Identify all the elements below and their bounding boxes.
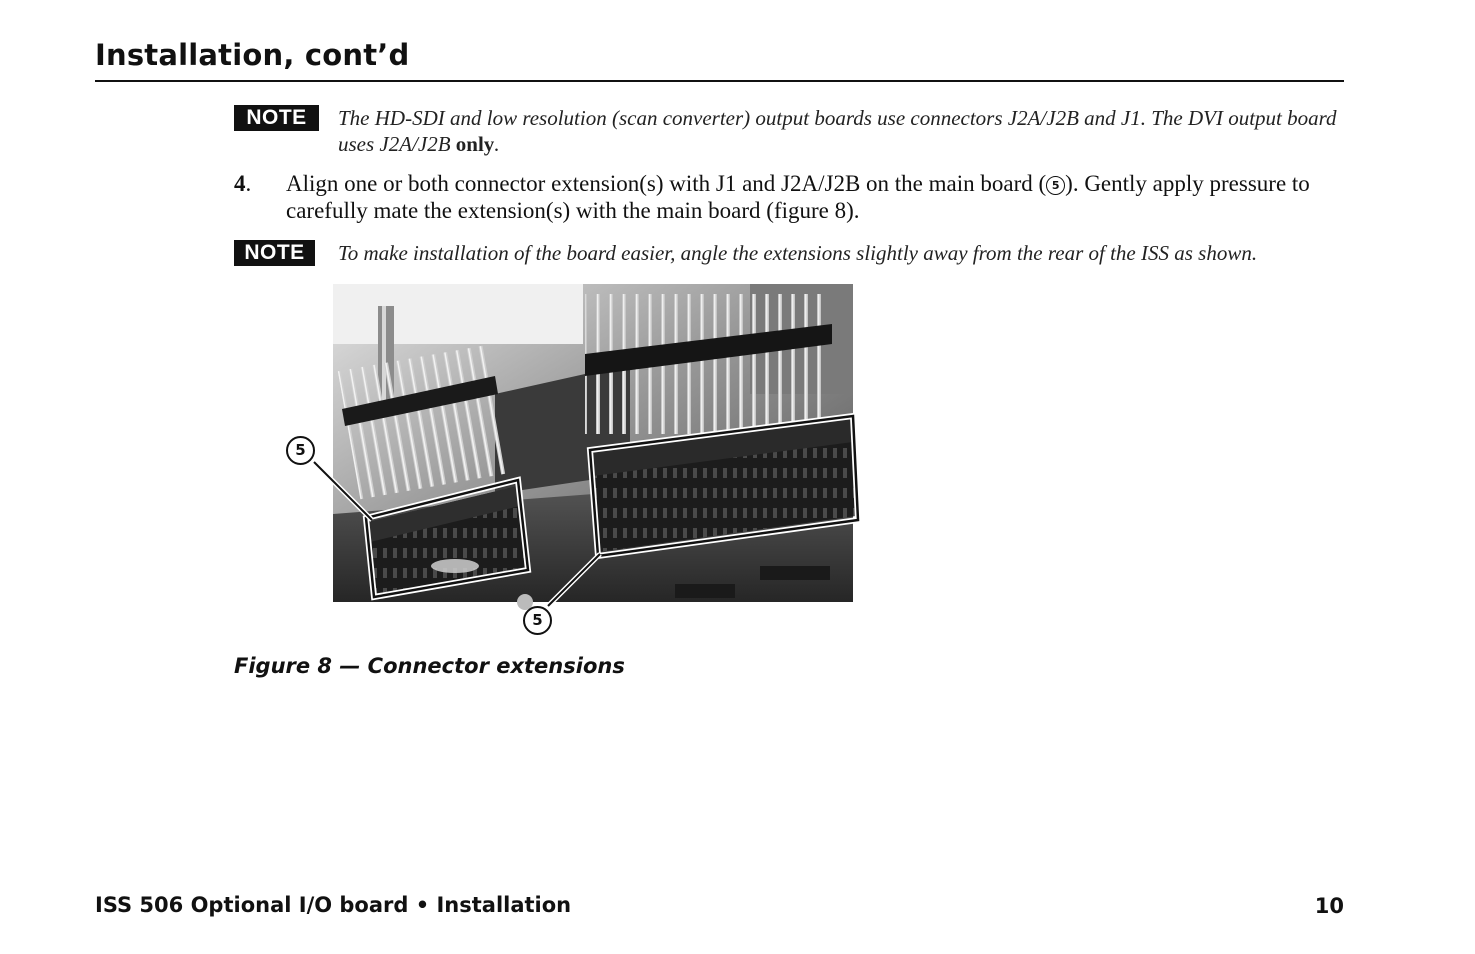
step-4-text-after: ). Gently apply pressure to carefully mate the extension(s) with the main board (figure 8). [286, 171, 1310, 223]
inline-callout-5: 5 [1046, 176, 1065, 195]
callout-5-bottom: 5 [523, 606, 552, 635]
note-badge: NOTE [234, 240, 315, 266]
step-number [234, 170, 251, 197]
connector-extensions-photo [280, 284, 880, 644]
step-number-value: 4 [234, 171, 246, 196]
note-1-text-main: The HD-SDI and low resolution (scan converter) output boards use connectors J2A/J2B and J1. The DVI output board uses J2A/J2B [338, 106, 1337, 156]
footer-title: ISS 506 Optional I/O board • Installation [95, 893, 572, 917]
page-heading: Installation, cont’d [95, 38, 410, 72]
step-4-text-before: Align one or both connector extension(s) with J1 and J2A/J2B on the main board ( [286, 171, 1047, 196]
note-1-text [338, 105, 1348, 157]
step-number-suffix: . [245, 171, 252, 196]
page-number: 10 [1314, 894, 1344, 918]
heading-rule [95, 80, 1344, 82]
note-1-text-bold: only [455, 132, 495, 156]
note-1-text-end: . [494, 132, 500, 156]
step-4-text [286, 170, 1344, 224]
figure-8 [280, 284, 880, 644]
callout-5-top: 5 [286, 436, 315, 465]
note-badge: NOTE [234, 105, 319, 131]
figure-caption: Figure 8 — Connector extensions [234, 654, 625, 678]
note-2-text: To make installation of the board easier, angle the extensions slightly away from the rear of the ISS as shown. [338, 241, 1258, 265]
